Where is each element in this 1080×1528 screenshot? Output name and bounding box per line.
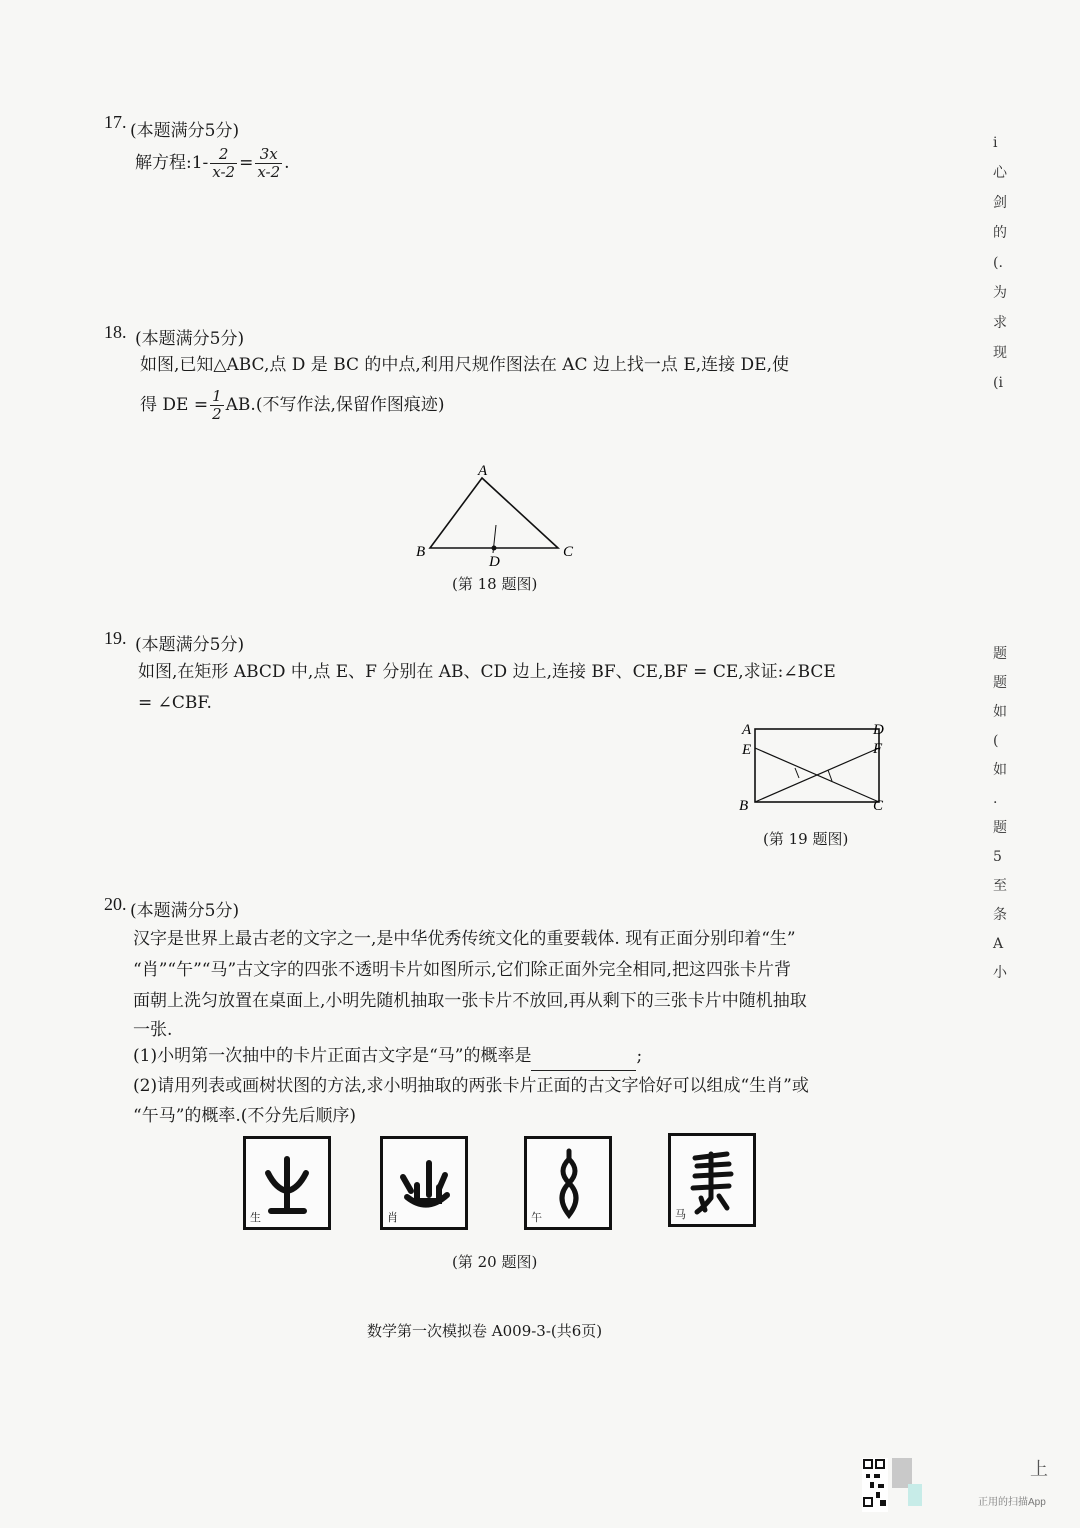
label-a: A <box>742 722 752 738</box>
label-c: C <box>873 798 884 814</box>
margin-char: 如 <box>993 704 1007 720</box>
card-label: 生 <box>250 1211 261 1224</box>
margin-char: (i <box>993 375 1003 391</box>
label-e: E <box>742 742 752 758</box>
margin-char: 心 <box>993 165 1007 181</box>
card-sheng <box>243 1136 331 1230</box>
point-d <box>492 546 497 551</box>
corner-mark: 上 <box>1030 1459 1048 1480</box>
margin-char: 现 <box>993 345 1007 361</box>
margin-char: 条 <box>993 907 1007 923</box>
q17-equation <box>135 146 290 181</box>
margin-char: 至 <box>993 878 1007 894</box>
q17-number: 17. <box>104 112 127 132</box>
q19-score: (本题满分5分) <box>135 635 245 655</box>
label-d: D <box>489 554 500 570</box>
label-a: A <box>478 463 488 479</box>
tick-mark-1 <box>795 768 799 778</box>
q17-score: (本题满分5分) <box>130 121 240 141</box>
q17-frac2-num: 3x <box>255 146 282 164</box>
margin-char: 求 <box>993 315 1007 331</box>
card-xiao <box>380 1136 468 1230</box>
q18-frac-num: 1 <box>212 387 222 405</box>
margin-char: i <box>993 135 998 151</box>
q18-line2-prefix: 得 DE = <box>140 395 209 415</box>
q19-number: 19. <box>104 628 127 648</box>
q17-equals: = <box>239 153 254 173</box>
card-label: 肖 <box>387 1211 398 1224</box>
q17-fraction-2 <box>255 146 282 181</box>
margin-char: 如 <box>993 762 1007 778</box>
margin-char: (. <box>993 255 1003 271</box>
card-label: 午 <box>531 1211 542 1224</box>
margin-char: 题 <box>993 820 1007 836</box>
card-wu <box>524 1136 612 1230</box>
margin-char: . <box>993 791 998 807</box>
q18-fraction <box>210 388 224 423</box>
q18-caption: (第 18 题图) <box>452 575 538 593</box>
label-b: B <box>739 798 749 814</box>
triangle-abc <box>430 478 558 548</box>
margin-char: A <box>993 936 1004 952</box>
q18-number: 18. <box>104 322 127 342</box>
q18-triangle-figure <box>400 455 600 570</box>
q18-line1: 如图,已知△ABC,点 D 是 BC 的中点,利用尺规作图法在 AC 边上找一点 E,连接 DE,使 <box>140 355 789 375</box>
q17-end: . <box>284 153 290 173</box>
q20-part2-line2: “午马”的概率.(不分先后顺序) <box>133 1106 357 1126</box>
q18-line2 <box>140 388 444 423</box>
rectangle-abcd <box>755 729 879 802</box>
margin-char: 5 <box>993 849 1002 865</box>
q19-caption: (第 19 题图) <box>763 830 849 848</box>
label-d: D <box>873 722 884 738</box>
margin-char: 题 <box>993 675 1007 691</box>
q20-caption: (第 20 题图) <box>452 1253 538 1271</box>
q20-line4: 一张. <box>133 1020 173 1040</box>
q17-frac1-num: 2 <box>210 146 237 164</box>
q18-frac-den: 2 <box>212 405 222 423</box>
margin-char: 小 <box>993 965 1007 981</box>
q19-line1: 如图,在矩形 ABCD 中,点 E、F 分别在 AB、CD 边上,连接 BF、CE,BF = CE,求证:∠BCE <box>138 662 836 682</box>
card-ma <box>668 1133 756 1227</box>
margin-char: 的 <box>993 225 1007 241</box>
margin-char: 剑 <box>993 195 1007 211</box>
q20-line1: 汉字是世界上最古老的文字之一,是中华优秀传统文化的重要载体. 现有正面分别印着“生” <box>133 929 796 949</box>
q20-line3: 面朝上洗匀放置在桌面上,小明先随机抽取一张卡片不放回,再从剩下的三张卡片中随机抽取 <box>133 991 807 1011</box>
q17-frac2-den: x-2 <box>257 163 281 181</box>
margin-text-top <box>993 128 1013 398</box>
q19-rectangle-figure <box>735 715 895 820</box>
q17-frac1-den: x-2 <box>212 163 236 181</box>
label-c: C <box>563 544 574 560</box>
q20-part1 <box>133 1041 642 1071</box>
q17-fraction-1 <box>210 146 237 181</box>
q19-line2: = ∠CBF. <box>138 693 212 713</box>
label-b: B <box>416 544 426 560</box>
q20-line2: “肖”“午”“马”古文字的四张不透明卡片如图所示,它们除正面外完全相同,把这四张卡片背 <box>133 960 791 980</box>
label-f: F <box>873 741 883 757</box>
tick-mark-2 <box>828 770 832 781</box>
scanner-watermark: 正用的扫描App <box>978 1497 1046 1508</box>
margin-char: 题 <box>993 646 1007 662</box>
q17-prefix: 解方程:1- <box>135 153 209 173</box>
card-label: 马 <box>675 1208 686 1221</box>
q20-part2-line1: (2)请用列表或画树状图的方法,求小明抽取的两张卡片正面的古文字恰好可以组成“生肖”或 <box>133 1076 809 1096</box>
q20-part1-end: ; <box>636 1046 643 1066</box>
answer-blank <box>531 1050 636 1071</box>
q18-score: (本题满分5分) <box>135 329 245 349</box>
q20-part1-text: (1)小明第一次抽中的卡片正面古文字是“马”的概率是 <box>133 1046 532 1066</box>
page-footer: 数学第一次模拟卷 A009-3-(共6页) <box>367 1322 603 1340</box>
margin-char: 为 <box>993 285 1007 301</box>
margin-text-mid <box>993 640 1013 988</box>
qr-code-icon <box>862 1458 922 1512</box>
q20-number: 20. <box>104 894 127 914</box>
q18-line2-suffix: AB.(不写作法,保留作图痕迹) <box>225 395 445 415</box>
q20-score: (本题满分5分) <box>130 901 240 921</box>
margin-char: ( <box>993 733 999 749</box>
